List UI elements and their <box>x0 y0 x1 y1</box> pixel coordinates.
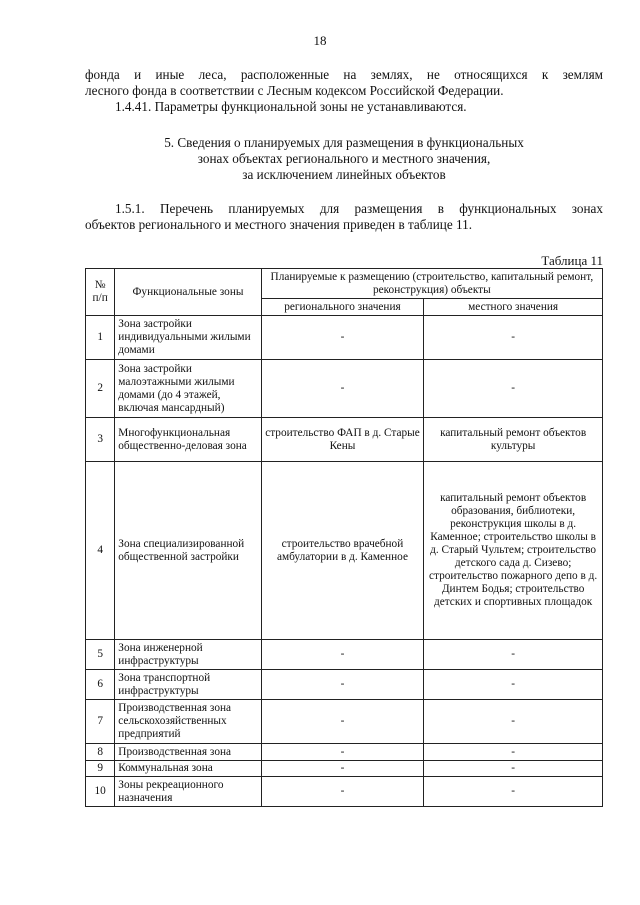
table-row <box>86 360 603 418</box>
page-number: 18 <box>313 33 327 48</box>
row-regional: - <box>261 744 424 761</box>
row-zone: Зона специализированной общественной застройки <box>115 462 261 640</box>
table-header-row <box>86 269 603 299</box>
row-regional: - <box>261 316 424 360</box>
header-planned: Планируемые к размещению (строительство, капитальный ремонт, реконструкция) объекты <box>261 269 602 299</box>
row-num: 4 <box>86 462 115 640</box>
row-local: - <box>424 700 603 744</box>
clause-1-5-1-line2: объектов регионального и местного значения приведен в таблице 11. <box>85 217 472 232</box>
row-regional: - <box>261 700 424 744</box>
row-local: - <box>424 316 603 360</box>
table-row <box>86 777 603 807</box>
clause-1-4-41: 1.4.41. Параметры функциональной зоны не устанавливаются. <box>115 99 467 114</box>
table-row <box>86 761 603 777</box>
row-local: - <box>424 670 603 700</box>
row-local: - <box>424 777 603 807</box>
table-row <box>86 640 603 670</box>
header-local: местного значения <box>424 299 603 316</box>
clause-1-5-1-line1: 1.5.1. Перечень планируемых для размещения в функциональных зонах <box>115 201 603 216</box>
row-zone: Зона застройки индивидуальными жилыми домами <box>115 316 261 360</box>
row-local: - <box>424 360 603 418</box>
row-regional: строительство врачебной амбулатории в д. Каменное <box>261 462 424 640</box>
row-num: 3 <box>86 418 115 462</box>
row-regional: - <box>261 761 424 777</box>
row-local: капитальный ремонт объектов образования, библиотеки, реконструкция школы в д. Каменное; строительство школы в д. Старый Чультем; строительство детского сада д. Сизево; строительство пожарного депо в д. Динтем Бодья; строительство детских и спортивных площадок <box>424 462 603 640</box>
header-num: № п/п <box>86 269 115 316</box>
section-heading-line: 5. Сведения о планируемых для размещения в функциональных <box>164 135 524 150</box>
row-local: - <box>424 640 603 670</box>
row-zone: Производственная зона <box>115 744 261 761</box>
row-regional: - <box>261 670 424 700</box>
section-heading <box>85 135 603 183</box>
row-regional: - <box>261 360 424 418</box>
objects-table <box>85 268 603 807</box>
row-num: 10 <box>86 777 115 807</box>
section-heading-line: зонах объектах регионального и местного значения, <box>197 151 491 166</box>
row-zone: Зона транспортной инфраструктуры <box>115 670 261 700</box>
row-regional: - <box>261 640 424 670</box>
row-num: 5 <box>86 640 115 670</box>
table-row <box>86 670 603 700</box>
row-local: - <box>424 744 603 761</box>
row-num: 6 <box>86 670 115 700</box>
row-zone: Коммунальная зона <box>115 761 261 777</box>
table-row <box>86 744 603 761</box>
table-row <box>86 700 603 744</box>
header-zone: Функциональные зоны <box>115 269 261 316</box>
row-num: 9 <box>86 761 115 777</box>
row-zone: Зона инженерной инфраструктуры <box>115 640 261 670</box>
table-row <box>86 462 603 640</box>
row-regional: строительство ФАП в д. Старые Кены <box>261 418 424 462</box>
row-num: 2 <box>86 360 115 418</box>
row-local: капитальный ремонт объектов культуры <box>424 418 603 462</box>
row-num: 1 <box>86 316 115 360</box>
row-zone: Производственная зона сельскохозяйственных предприятий <box>115 700 261 744</box>
table-row <box>86 418 603 462</box>
header-regional: регионального значения <box>261 299 424 316</box>
intro-paragraph-line2: лесного фонда в соответствии с Лесным кодексом Российской Федерации. <box>85 83 504 98</box>
row-zone: Многофункциональная общественно-деловая зона <box>115 418 261 462</box>
intro-paragraph-line1: фонда и иные леса, расположенные на землях, не относящихся к землям <box>85 67 603 82</box>
table-caption: Таблица 11 <box>541 253 603 268</box>
row-num: 7 <box>86 700 115 744</box>
row-regional: - <box>261 777 424 807</box>
section-heading-line: за исключением линейных объектов <box>242 167 446 182</box>
row-zone: Зоны рекреационного назначения <box>115 777 261 807</box>
row-num: 8 <box>86 744 115 761</box>
row-local: - <box>424 761 603 777</box>
table-row <box>86 316 603 360</box>
row-zone: Зона застройки малоэтажными жилыми домами (до 4 этажей, включая мансардный) <box>115 360 261 418</box>
